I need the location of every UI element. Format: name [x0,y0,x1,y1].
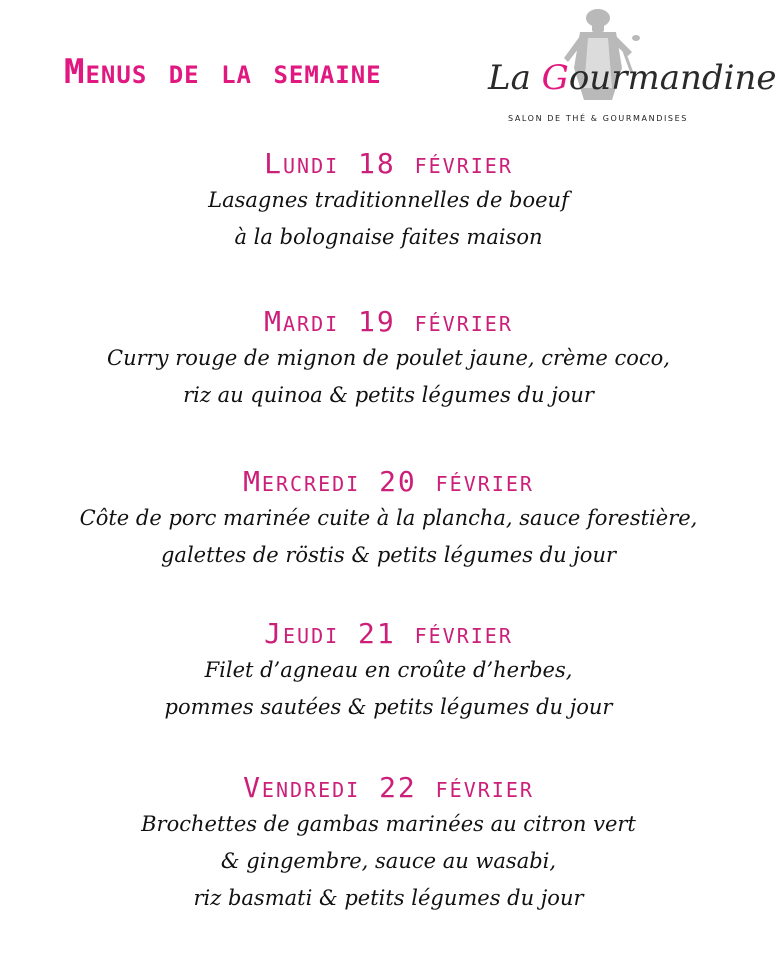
dish-line: Lasagnes traditionnelles de boeuf [208,188,569,212]
dish-line: galettes de röstis & petits légumes du jour [160,543,617,567]
dish-line: Curry rouge de mignon de poulet jaune, crème coco, [107,346,670,370]
day-heading: Jeudi 21 février [264,617,513,650]
logo-script: La Gourmandine [488,58,777,98]
day-heading: Mercredi 20 février [243,465,534,498]
day-thursday [0,616,777,726]
header [0,0,777,140]
day-tuesday [0,304,777,414]
day-wednesday [0,464,777,574]
dish-line: à la bolognaise faites maison [234,225,543,249]
logo [480,8,777,130]
day-heading: Vendredi 22 février [243,771,534,804]
day-monday [0,146,777,256]
dish-line: riz basmati & petits légumes du jour [193,886,584,910]
day-heading: Mardi 19 février [264,305,513,338]
page-title: Menus de la semaine [64,52,382,92]
day-friday [0,770,777,917]
dish-line: & gingembre, sauce au wasabi, [220,849,557,873]
day-heading: Lundi 18 février [264,147,513,180]
dish-line: Filet d’agneau en croûte d’herbes, [204,658,573,682]
dish-line: pommes sautées & petits légumes du jour [164,695,613,719]
logo-tagline: SALON DE THÉ & GOURMANDISES [508,114,688,123]
dish-line: riz au quinoa & petits légumes du jour [183,383,594,407]
dish-line: Brochettes de gambas marinées au citron vert [141,812,636,836]
dish-line: Côte de porc marinée cuite à la plancha, sauce forestière, [79,506,698,530]
